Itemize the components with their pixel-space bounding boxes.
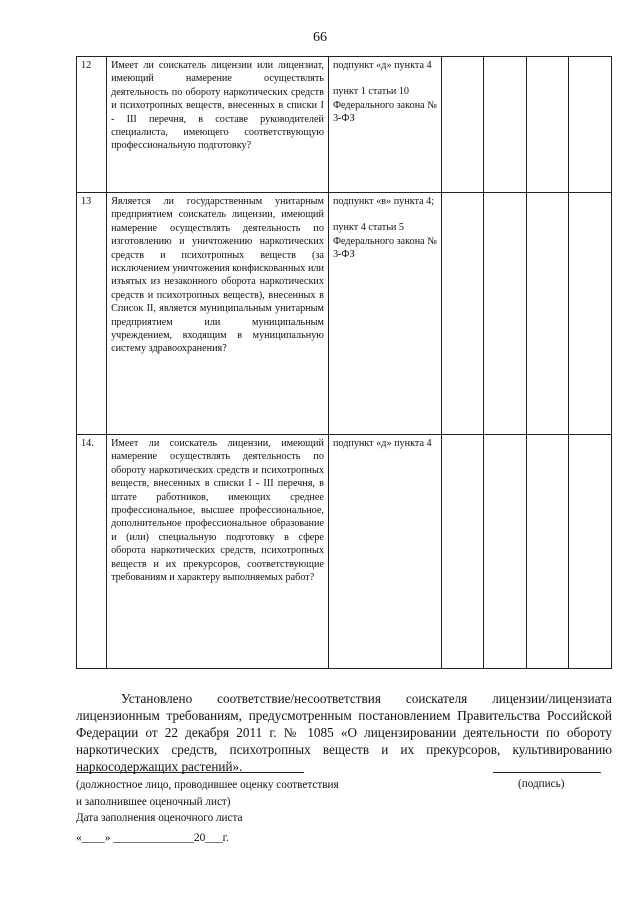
row-number: 14. [77, 435, 107, 669]
reference-clause: подпункт «д» пункта 4 [332, 60, 432, 71]
reference-cell [328, 193, 441, 435]
answer-cell-no[interactable] [484, 57, 527, 193]
answer-cell-na[interactable] [526, 435, 569, 669]
date-field[interactable]: «____» ______________20___г. [76, 832, 229, 844]
table-row [77, 435, 612, 669]
reference-cell [328, 57, 441, 193]
answer-cell-no[interactable] [484, 435, 527, 669]
table-row [77, 57, 612, 193]
reference-law: пункт 1 статьи 10 Федерального закона № 3-ФЗ [332, 86, 437, 125]
answer-cell-yes[interactable] [441, 193, 484, 435]
row-number: 13 [77, 193, 107, 435]
official-signature-line [76, 772, 304, 773]
signature-line [493, 772, 601, 773]
table-row [77, 193, 612, 435]
answer-cell-note[interactable] [569, 435, 612, 669]
answer-cell-na[interactable] [526, 57, 569, 193]
signature-caption: (подпись) [518, 778, 565, 790]
page-number: 66 [313, 30, 327, 45]
question-text: Имеет ли соискатель лицензии или лицензиат, имеющий намерение осуществлять деятельность по обороту наркотических средств и психотропных веществ, внесенных в списки I - III перечня, в составе руководителей специалиста, имеющего соответствующую профессиональную подготовку? [107, 57, 329, 193]
date-caption: Дата заполнения оценочного листа [76, 812, 243, 824]
answer-cell-note[interactable] [569, 193, 612, 435]
checklist-table [76, 56, 612, 669]
conclusion-paragraph: Установлено соответствие/несоответствия соискателя лицензии/лицензиата лицензионным требованиям, предусмотренным постановлением Правительства Российской Федерации от 22 декабря 2011 г. № 1085 «О лицензировании деятельности по обороту наркотических средств, психотропных веществ и их прекурсоров, культивированию наркосодержащих растений». [76, 691, 612, 774]
row-number: 12 [77, 57, 107, 193]
reference-cell [328, 435, 441, 669]
answer-cell-yes[interactable] [441, 435, 484, 669]
answer-cell-na[interactable] [526, 193, 569, 435]
answer-cell-yes[interactable] [441, 57, 484, 193]
official-caption: (должностное лицо, проводившее оценку соответствия [76, 779, 339, 791]
answer-cell-no[interactable] [484, 193, 527, 435]
question-text: Является ли государственным унитарным предприятием соискатель лицензии, имеющий намерение осуществлять деятельность по изготовлению и уничтожению наркотических средств и психотропных веществ (за исключением уничтожения конфискованных или изъятых из незаконного оборота наркотических средств и психотропных веществ), внесенных в Список II, является муниципальным унитарным предприятием или муниципальным учреждением, входящим в муниципальную систему здравоохранения? [107, 193, 329, 435]
official-caption-continued: и заполнившее оценочный лист) [76, 796, 231, 808]
answer-cell-note[interactable] [569, 57, 612, 193]
reference-law: пункт 4 статьи 5 Федерального закона № 3-ФЗ [332, 222, 437, 261]
reference-clause: подпункт «в» пункта 4; [332, 196, 435, 207]
question-text: Имеет ли соискатель лицензии, имеющий намерение осуществлять деятельность по обороту наркотических средств и психотропных веществ, внесенных в списки I - III перечня, в штате работников, имеющих среднее профессиональное, высшее профессиональное, дополнительное профессиональное образование и (или) специальную подготовку в сфере оборота наркотических средств, психотропных веществ и их прекурсоров, соответствующие требованиям и характеру выполняемых работ? [107, 435, 329, 669]
reference-clause: подпункт «д» пункта 4 [332, 438, 432, 449]
